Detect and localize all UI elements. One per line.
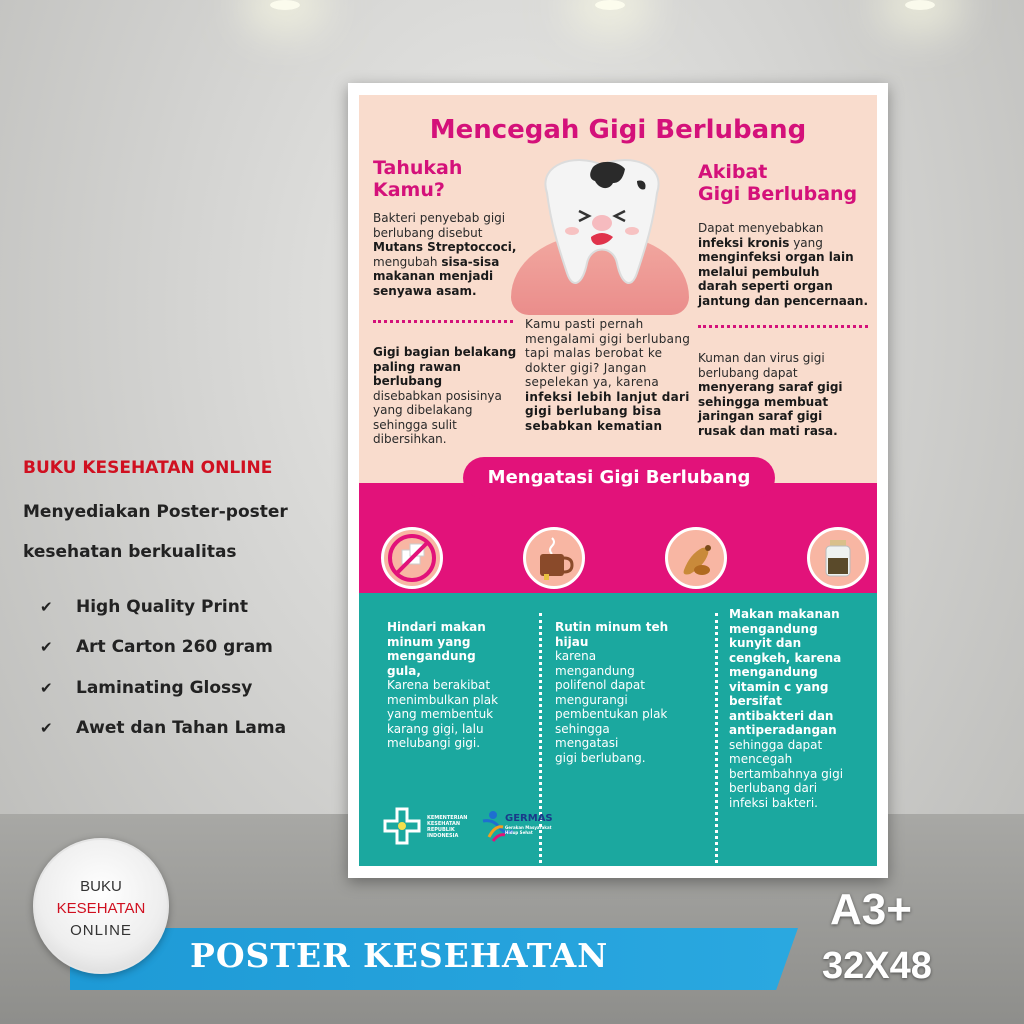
promo-subtitle-line-2: kesehatan berkualitas xyxy=(23,542,237,562)
germas-logo-subtext: Gerakan Masyarakat Hidup Sehat xyxy=(505,825,552,835)
poster-inner xyxy=(359,95,877,866)
feature-item: ✔ High Quality Print xyxy=(40,597,248,617)
badge-line-2: KESEHATAN xyxy=(56,900,146,917)
heading-akibat: Akibat Gigi Berlubang xyxy=(698,161,858,205)
feature-item: ✔ Awet dan Tahan Lama xyxy=(40,718,287,738)
poster-title: Mencegah Gigi Berlubang xyxy=(429,115,807,145)
promo-title: BUKU KESEHATAN ONLINE xyxy=(23,458,273,478)
tooth-icon xyxy=(527,153,677,293)
left-text-block-2: Gigi bagian belakang paling rawan berlubang disebabkan posisinya yang dibelakang sehingga sulit dibersihkan. xyxy=(373,345,517,446)
left-text-block-1: Bakteri penyebab gigi berlubang disebut Mutans Streptoccoci, mengubah sisa-sisa makanan menjadi senyawa asam. xyxy=(373,211,517,298)
section-title-mengatasi: Mengatasi Gigi Berlubang xyxy=(463,457,775,499)
tip-column-1: Hindari makan minum yang mengandung gula, Karena berakibat menimbulkan plak yang membentuk karang gigi, lalu melubangi gigi. xyxy=(387,620,499,750)
check-icon: ✔ xyxy=(40,598,53,616)
check-icon: ✔ xyxy=(40,638,53,656)
tea-cup-icon xyxy=(523,527,585,589)
banner-text: POSTER KESEHATAN xyxy=(190,936,609,975)
poster xyxy=(348,83,888,878)
badge-line-3: ONLINE xyxy=(70,922,132,939)
check-icon: ✔ xyxy=(40,719,53,737)
turmeric-icon xyxy=(665,527,727,589)
kemenkes-logo-icon xyxy=(383,807,421,845)
ceiling-light-right xyxy=(905,0,935,10)
germas-logo-text: GERMAS xyxy=(505,813,553,824)
ceiling-light-left xyxy=(270,0,300,10)
kemenkes-logo-text: KEMENTERIAN KESEHATAN REPUBLIK INDONESIA xyxy=(427,815,468,839)
size-dimensions: 32X48 xyxy=(822,945,932,987)
clove-jar-icon xyxy=(807,527,869,589)
size-label: A3+ xyxy=(830,885,912,934)
column-divider-2 xyxy=(715,613,718,863)
right-divider xyxy=(698,325,868,328)
feature-item: ✔ Art Carton 260 gram xyxy=(40,637,273,657)
tip-column-3: Makan makanan mengandung kunyit dan cengkeh, karena mengandung vitamin c yang bersifat antibakteri dan antiperadangan sehingga dapat mencegah bertambahnya gigi berlubang dari infeksi bakteri. xyxy=(729,607,844,810)
check-icon: ✔ xyxy=(40,679,53,697)
tip-column-2: Rutin minum teh hijau karena mengandung polifenol dapat mengurangi pembentukan plak sehingga mengatasi gigi berlubang. xyxy=(555,620,669,765)
feature-item: ✔ Laminating Glossy xyxy=(40,678,253,698)
center-text-block: Kamu pasti pernah mengalami gigi berlubang tapi malas berobat ke dokter gigi? Jangan sepelekan ya, karena infeksi lebih lanjut dari gigi berlubang bisa sebabkan kematian xyxy=(525,317,691,433)
promo-subtitle-line-1: Menyediakan Poster-poster xyxy=(23,502,288,522)
left-divider xyxy=(373,320,513,323)
badge-line-1: BUKU xyxy=(80,878,122,895)
ceiling-light-center xyxy=(595,0,625,10)
heading-tahukah-kamu: Tahukah Kamu? xyxy=(373,157,463,201)
right-text-block-1: Dapat menyebabkan infeksi kronis yang menginfeksi organ lain melalui pembuluh darah seperti organ jantung dan pencernaan. xyxy=(698,221,869,308)
no-sugar-icon xyxy=(381,527,443,589)
right-text-block-2: Kuman dan virus gigi berlubang dapat menyerang saraf gigi sehingga membuat jaringan saraf gigi rusak dan mati rasa. xyxy=(698,351,843,438)
